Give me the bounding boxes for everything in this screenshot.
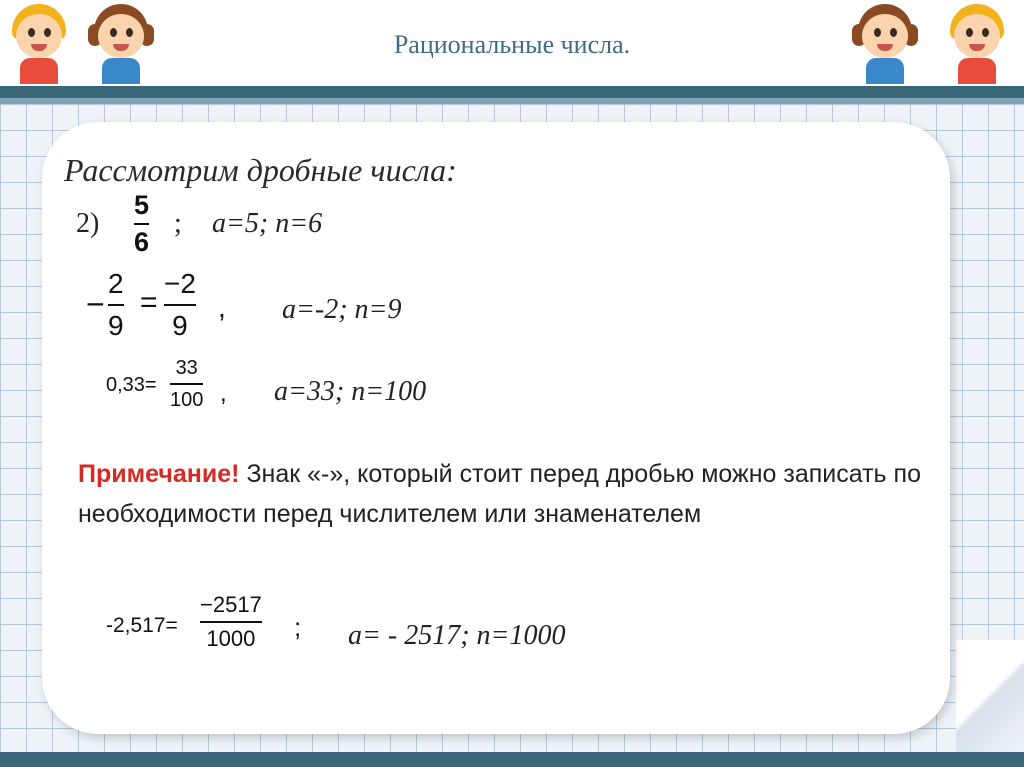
example-2-comma: , xyxy=(218,292,226,323)
example-3-comma: , xyxy=(220,380,227,407)
example-2-fraction-right xyxy=(164,270,196,340)
footer-band xyxy=(0,752,1024,767)
example-4-numerator: −2517 xyxy=(200,592,262,617)
example-4-params: a= - 2517; n=1000 xyxy=(348,620,566,651)
example-2-fraction-left xyxy=(108,270,124,340)
fraction-bar xyxy=(134,223,149,225)
example-2-denominator-left: 9 xyxy=(108,310,124,341)
example-1-denominator: 6 xyxy=(134,227,150,257)
note-label: Примечание! xyxy=(78,460,240,488)
example-3-params: a=33; n=100 xyxy=(274,376,427,407)
note-text: Знак «-», который стоит перед дробью можно записать по необходимости перед числителем или знаменателем xyxy=(78,460,921,528)
example-3-denominator: 100 xyxy=(170,389,204,411)
page-curl-decoration xyxy=(956,640,1024,752)
example-1-params: a=5; n=6 xyxy=(212,208,323,239)
header xyxy=(0,0,1024,86)
example-3-fraction xyxy=(170,358,203,410)
note-paragraph xyxy=(78,454,938,534)
example-4-lhs: -2,517= xyxy=(106,614,178,637)
example-3-numerator: 33 xyxy=(175,357,198,379)
example-2-denominator-right: 9 xyxy=(172,310,188,341)
example-4-separator: ; xyxy=(294,612,302,642)
fraction-bar xyxy=(170,383,203,385)
example-2-equals: = xyxy=(140,286,158,319)
example-4-fraction xyxy=(200,594,262,650)
fraction-bar xyxy=(108,304,124,306)
example-1-separator: ; xyxy=(174,208,182,239)
example-1-label: 2) xyxy=(76,208,100,239)
slide-title: Рациональные числа. xyxy=(393,30,631,59)
example-1-fraction xyxy=(134,192,149,256)
content-heading: Рассмотрим дробные числа: xyxy=(64,152,457,188)
example-3-lhs: 0,33= xyxy=(106,374,157,396)
example-2-params: a=-2; n=9 xyxy=(282,294,402,325)
example-2-numerator-left: 2 xyxy=(108,268,124,299)
header-band xyxy=(0,86,1024,98)
example-1-numerator: 5 xyxy=(134,190,150,220)
fraction-bar xyxy=(200,621,262,623)
fraction-bar xyxy=(164,304,196,306)
example-2-minus: − xyxy=(86,286,105,322)
example-2-numerator-right: −2 xyxy=(164,268,196,299)
example-4-denominator: 1000 xyxy=(206,626,256,651)
